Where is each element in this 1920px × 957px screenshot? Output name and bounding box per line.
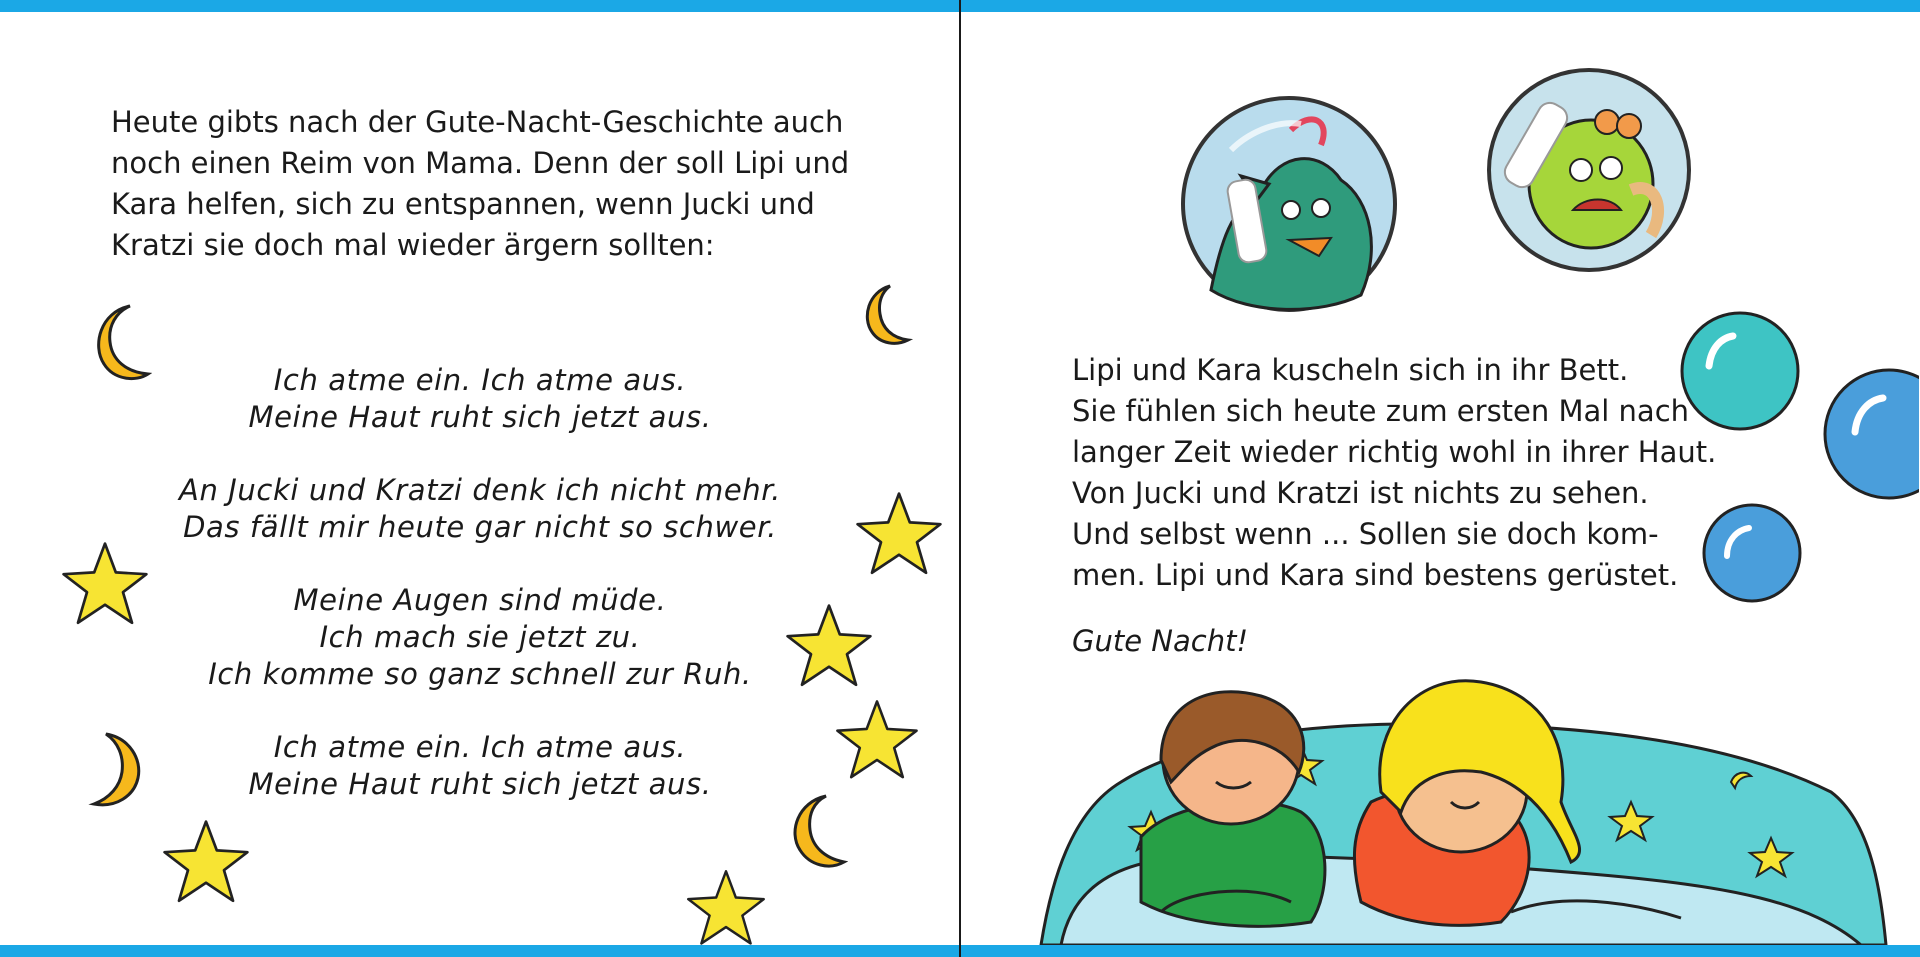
poem-line: Meine Haut ruht sich jetzt aus. — [248, 400, 712, 434]
poem-line: Meine Augen sind müde. — [293, 583, 667, 617]
poem-line: Ich atme ein. Ich atme aus. — [273, 730, 687, 764]
poem-line: Das fällt mir heute gar nicht so schwer. — [183, 510, 777, 544]
star-icon — [854, 490, 944, 580]
poem-stanza — [120, 582, 840, 693]
poem-line: Ich komme so ganz schnell zur Ruh. — [208, 657, 752, 691]
poem-stanza — [120, 362, 840, 436]
story-line: Lipi und Kara kuscheln sich in ihr Bett. — [1072, 353, 1629, 387]
story-line: langer Zeit wieder richtig wohl in ihrer Haut. — [1072, 435, 1717, 469]
star-icon — [152, 818, 260, 908]
jucki-monster-bubble-illustration — [1171, 90, 1411, 316]
poem-stanza — [120, 729, 840, 803]
star-icon — [834, 698, 920, 784]
bubble-icon — [1699, 500, 1805, 606]
moon-icon — [858, 282, 914, 352]
poem-line: An Jucki und Kratzi denk ich nicht mehr. — [179, 473, 781, 507]
story-line: Sie fühlen sich heute zum ersten Mal nach — [1072, 394, 1690, 428]
story-line: Von Jucki und Kratzi ist nichts zu sehen. — [1072, 476, 1649, 510]
good-night-text: Gute Nacht! — [1072, 624, 1249, 658]
star-icon — [60, 540, 150, 630]
poem — [120, 362, 840, 839]
poem-line: Meine Haut ruht sich jetzt aus. — [248, 767, 712, 801]
left-page — [0, 12, 959, 945]
poem-stanza — [120, 472, 840, 546]
right-page — [961, 12, 1920, 945]
poem-line: Ich mach sie jetzt zu. — [319, 620, 641, 654]
poem-line: Ich atme ein. Ich atme aus. — [273, 363, 687, 397]
bubble-icon — [1819, 364, 1919, 504]
star-icon — [784, 602, 874, 692]
bubble-icon — [1677, 308, 1803, 434]
story-line: Und selbst wenn ... Sollen sie doch kom- — [1072, 517, 1659, 551]
moon-icon — [784, 792, 848, 874]
intro-paragraph: Heute gibts nach der Gute-Nacht-Geschichte auch noch einen Reim von Mama. Denn der soll Lipi und Kara helfen, sich zu entspannen, wenn Jucki und Kratzi sie doch mal wieder ärgern sollten: — [111, 105, 850, 262]
kratzi-monster-bubble-illustration — [1481, 60, 1697, 280]
sleeping-children-illustration — [1031, 662, 1891, 945]
story-line: men. Lipi und Kara sind bestens gerüstet. — [1072, 558, 1679, 592]
moon-icon — [82, 730, 146, 810]
story-text — [1072, 350, 1717, 596]
moon-icon — [86, 302, 152, 386]
star-icon — [676, 868, 776, 950]
